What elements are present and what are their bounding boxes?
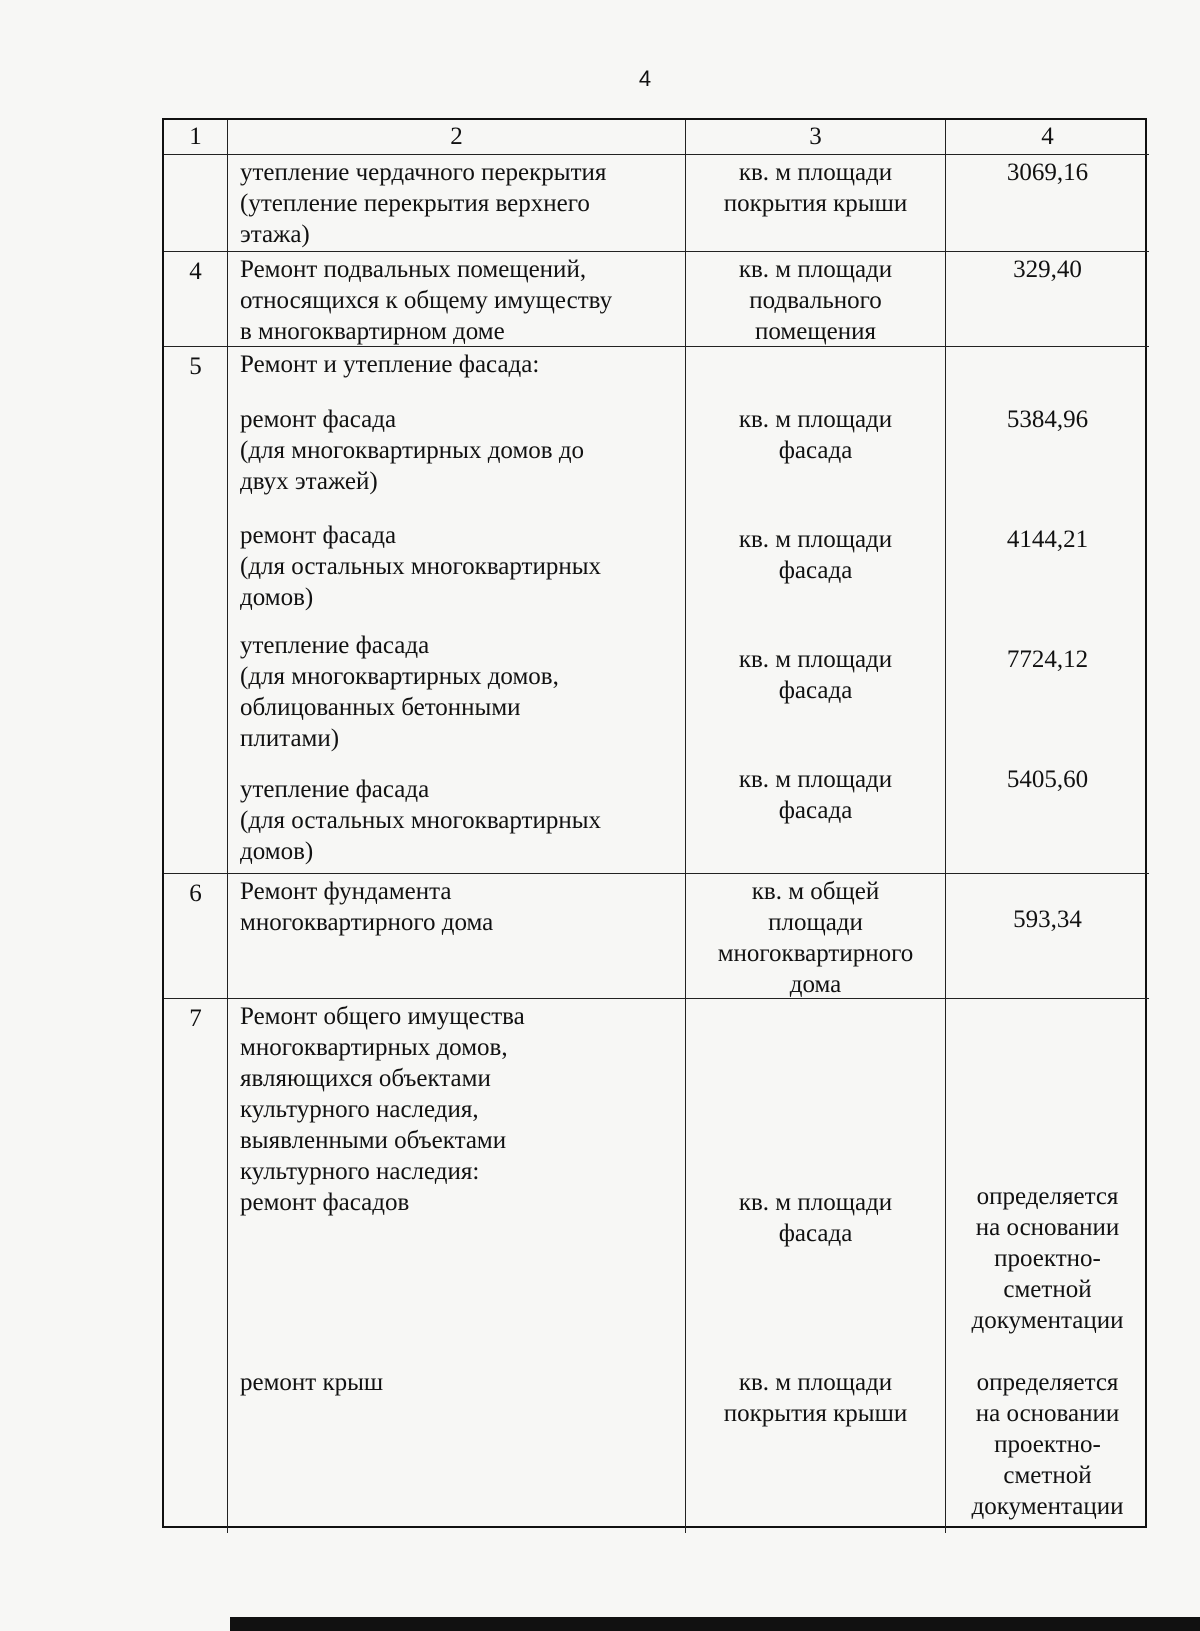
- subitem-unit: кв. м площади фасада: [738, 526, 893, 584]
- subitem-unit: кв. м площади фасада: [738, 766, 893, 824]
- row-value: 593,34: [946, 874, 1149, 999]
- row-description: утепление чердачного перекрытия (утепление перекрытия верхнего этажа): [228, 155, 686, 252]
- row-number: 6: [164, 874, 228, 999]
- subitem-value: определяется на основании проектно- сметной документации: [971, 1369, 1124, 1520]
- row-unit: кв. м площади подвального помещения: [686, 252, 946, 347]
- row-value: [946, 999, 1149, 1533]
- row-value: [946, 347, 1149, 874]
- row-description: [228, 347, 686, 874]
- row-number: 4: [164, 252, 228, 347]
- row-description: Ремонт подвальных помещений, относящихся к общему имуществу в многоквартирном доме: [228, 252, 686, 347]
- subitem-value: определяется на основании проектно- сметной документации: [971, 1183, 1124, 1334]
- row-number: 5: [164, 347, 228, 874]
- subitem-description: ремонт крыш: [240, 1369, 384, 1396]
- row-value: 329,40: [946, 252, 1149, 347]
- subitem-value: 4144,21: [1006, 526, 1089, 553]
- subitem-description: утепление фасада (для остальных многоквартирных домов): [240, 776, 602, 865]
- row-unit: кв. м площади покрытия крыши: [686, 155, 946, 252]
- subitem-unit: кв. м площади фасада: [738, 1189, 893, 1247]
- header-col-1: 1: [164, 120, 228, 155]
- subitem-description: ремонт фасада (для многоквартирных домов до двух этажей): [240, 406, 585, 495]
- row-unit: [686, 347, 946, 874]
- subitem-value: 5405,60: [1006, 766, 1089, 793]
- subitem-unit: кв. м площади фасада: [738, 646, 893, 704]
- row-number: 7: [164, 999, 228, 1533]
- row-description: [228, 999, 686, 1533]
- subitem-description: утепление фасада (для многоквартирных домов, облицованных бетонными плитами): [240, 632, 559, 752]
- subitem-value: 5384,96: [1006, 406, 1089, 433]
- section-heading: Ремонт и утепление фасада:: [240, 351, 540, 378]
- scan-bottom-edge: [230, 1617, 1200, 1631]
- subitem-value: 7724,12: [1006, 646, 1089, 673]
- row-number: [164, 155, 228, 252]
- subitem-unit: кв. м площади покрытия крыши: [723, 1369, 908, 1427]
- page-number: 4: [638, 66, 652, 91]
- subitem-unit: кв. м площади фасада: [738, 406, 893, 464]
- row-unit: [686, 999, 946, 1533]
- header-col-2: 2: [228, 120, 686, 155]
- row-unit: кв. м общей площади многоквартирного дома: [686, 874, 946, 999]
- works-table: [162, 118, 1147, 1528]
- row-description: Ремонт фундамента многоквартирного дома: [228, 874, 686, 999]
- row-value: 3069,16: [946, 155, 1149, 252]
- subitem-description: ремонт фасадов: [240, 1189, 410, 1216]
- header-col-3: 3: [686, 120, 946, 155]
- section-heading: Ремонт общего имущества многоквартирных домов, являющихся объектами культурного наследия, выявленными объектами культурного наследия:: [240, 1003, 525, 1185]
- header-col-4: 4: [946, 120, 1149, 155]
- subitem-description: ремонт фасада (для остальных многоквартирных домов): [240, 522, 602, 611]
